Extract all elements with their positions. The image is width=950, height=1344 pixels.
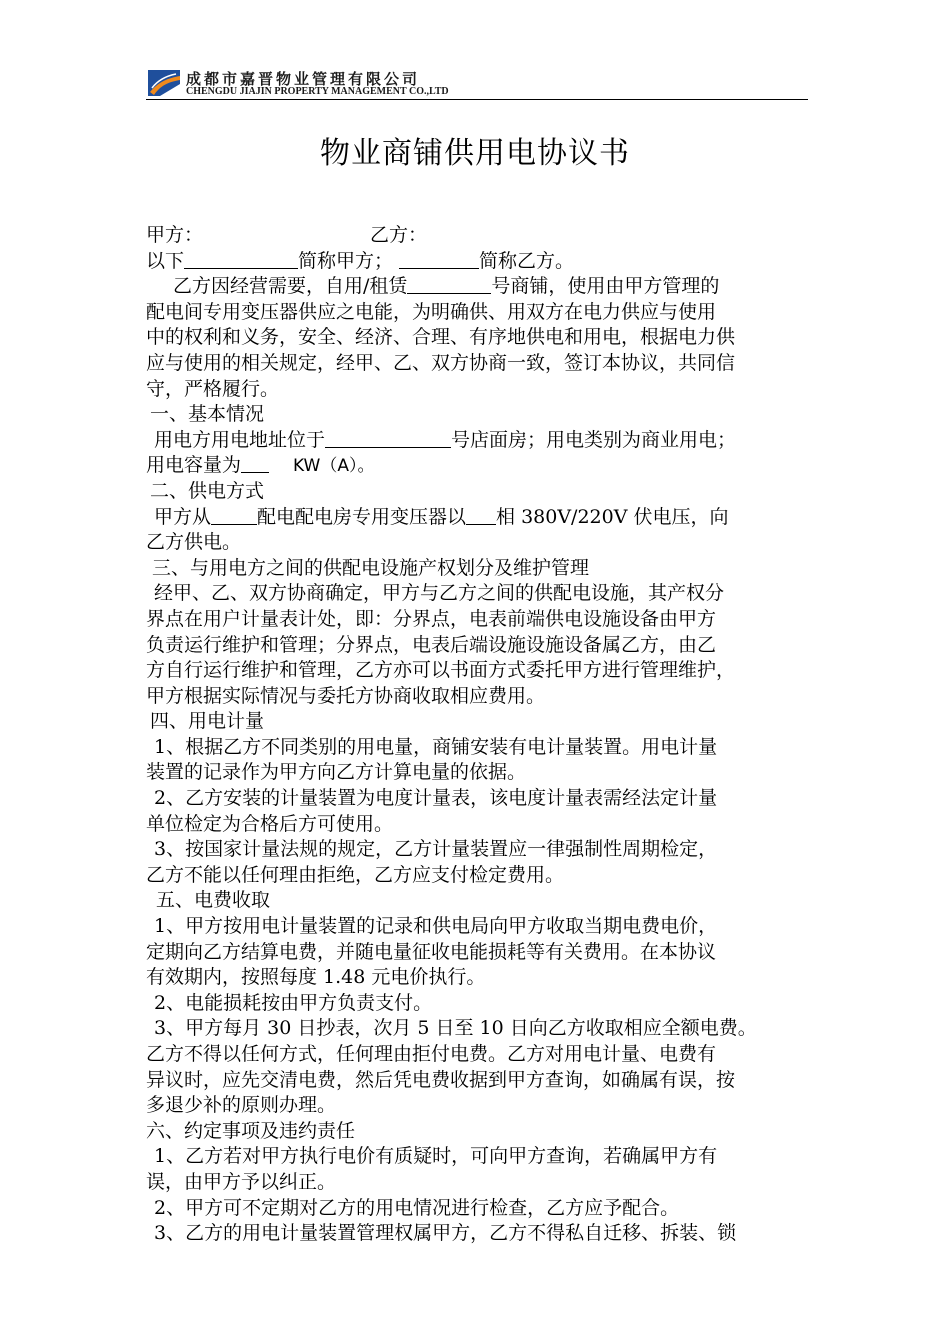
paragraph-line: 3、甲方每月 30 日抄表，次月 5 日至 10 日向乙方收取相应全额电费。 [154,1017,757,1040]
paragraph-line: 甲方从 配电配电房专用变压器以 相 380V/220V 伏电压，向 [154,505,729,528]
party-a-blank[interactable] [184,250,298,269]
company-name-en: CHENGDU JIAJIN PROPERTY MANAGEMENT CO.,LTD [186,86,449,97]
paragraph-line: 甲方根据实际情况与委托方协商收取相应费用。 [146,684,546,707]
paragraph-line: 定期向乙方结算电费，并随电量征收电能损耗等有关费用。在本协议 [146,940,717,963]
capacity-blank[interactable] [241,454,269,473]
paragraph-line: 2、电能损耗按由甲方负责支付。 [154,991,433,1014]
paragraph-line: 1、甲方按用电计量装置的记录和供电局向甲方收取当期电费电价， [154,915,718,938]
document-body [146,223,810,1247]
paragraph-line: 界点在用户计量表计处，即：分界点，电表前端供电设施设备由甲方 [146,607,717,630]
paragraph-line: 乙方不得以任何方式，任何理由拒付电费。乙方对用电计量、电费有 [146,1043,717,1065]
paragraph-line: 多退少补的原则办理。 [146,1094,337,1117]
paragraph-line: 1、乙方若对甲方执行电价有质疑时，可向甲方查询，若确属甲方有 [154,1145,718,1168]
paragraph-line: 用电容量为 KW（A）。 [146,454,375,477]
paragraph-line: 中的权利和义务，安全、经济、合理、有序地供电和用电，根据电力供 [146,326,736,349]
company-logo-icon [146,68,182,98]
section-heading: 三、与用电方之间的供配电设施产权划分及维护管理 [152,556,590,579]
paragraph-line: 3、乙方的用电计量装置管理权属甲方，乙方不得私自迁移、拆装、锁 [154,1222,737,1245]
paragraph-line: 应与使用的相关规定，经甲、乙、双方协商一致，签订本协议，共同信 [146,351,736,374]
paragraph-line: 装置的记录作为甲方向乙方计算电量的依据。 [146,761,527,784]
paragraph-line: 经甲、乙、双方协商确定，甲方与乙方之间的供配电设施，其产权分 [154,582,725,605]
paragraph-line: 配电间专用变压器供应之电能，为明确供、用双方在电力供应与使用 [146,300,717,323]
section-heading: 五、电费收取 [156,889,271,912]
section-heading: 六、约定事项及违约责任 [146,1119,356,1142]
party-abbrev-line: 以下 简称甲方； 简称乙方。 [146,249,575,272]
address-blank[interactable] [325,429,451,448]
paragraph-line: 1、根据乙方不同类别的用电量，商铺安装有电计量装置。用电计量 [154,735,718,758]
paragraph-line: 负责运行维护和管理；分界点，电表后端设施设施设备属乙方，由乙 [146,633,717,656]
company-name-cn: 成都市嘉晋物业管理有限公司 [186,70,421,88]
section-heading: 二、供电方式 [150,479,265,502]
paragraph-line: 乙方不能以任何理由拒绝，乙方应支付检定费用。 [146,863,565,886]
section-heading: 一、基本情况 [150,403,265,426]
substation-blank[interactable] [211,506,257,525]
paragraph-line: 乙方因经营需要，自用/租赁 号商铺，使用由甲方管理的 [173,275,720,298]
paragraph-line: 守，严格履行。 [146,377,280,400]
party-line [146,223,810,249]
paragraph-line: 误，由甲方予以纠正。 [146,1170,337,1193]
paragraph-line: 2、乙方安装的计量装置为电度计量表，该电度计量表需经法定计量 [154,787,718,810]
paragraph-line: 用电方用电地址位于 号店面房；用电类别为商业用电； [154,428,737,451]
party-b-label: 乙方： [370,224,428,246]
party-b-blank[interactable] [399,250,479,269]
paragraph-line: 异议时，应先交清电费，然后凭电费收据到甲方查询，如确属有误，按 [146,1068,736,1091]
paragraph-line: 3、按国家计量法规的规定，乙方计量装置应一律强制性周期检定， [154,838,718,861]
header-divider [146,99,808,100]
party-a-label: 甲方： [146,224,204,246]
paragraph-line: 2、甲方可不定期对乙方的用电情况进行检查，乙方应予配合。 [154,1196,680,1219]
phase-blank[interactable] [466,506,496,525]
paragraph-line: 有效期内，按照每度 1.48 元电价执行。 [146,966,486,989]
section-heading: 四、用电计量 [150,710,265,733]
document-title: 物业商铺供用电协议书 [320,136,630,171]
paragraph-line: 乙方供电。 [146,531,242,554]
paragraph-line: 单位检定为合格后方可使用。 [146,812,394,835]
paragraph-line: 方自行运行维护和管理，乙方亦可以书面方式委托甲方进行管理维护， [146,659,736,682]
shop-number-blank[interactable] [407,275,491,294]
letterhead [146,68,808,102]
